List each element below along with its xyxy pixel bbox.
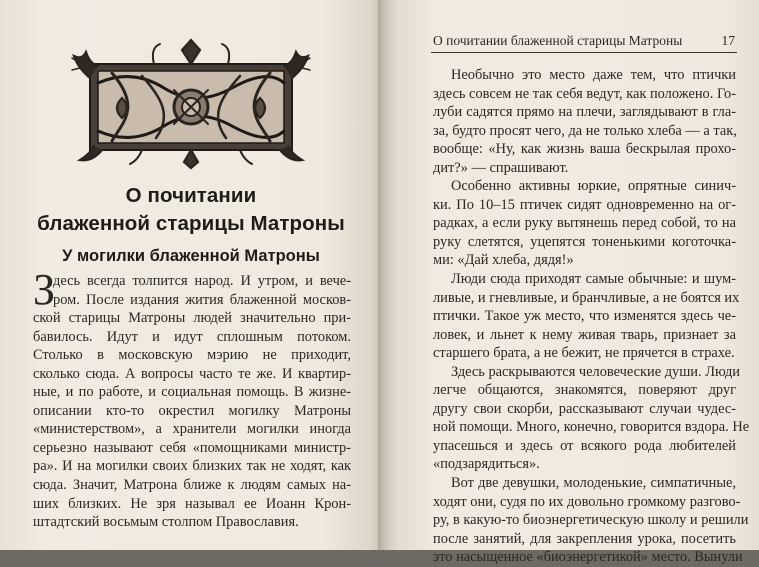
text-line: Вот две девушки, молоденькие, симпатичные, xyxy=(451,475,736,492)
text-line: ру, в какую-то биоэнергетическую школу и решили xyxy=(433,512,749,529)
text-line: легче общаются, знакомятся, поверяют друг xyxy=(433,382,736,399)
text-line: Здесь раскрываются человеческие души. Люди xyxy=(451,363,740,380)
text-line: ходят они, судя по их довольно громкому разгово- xyxy=(433,493,741,510)
running-title: О почитании блаженной старицы Матроны xyxy=(433,33,683,48)
text-line: серьезно называют себя «помощниками министр- xyxy=(33,439,351,456)
text-line: сюда. Значит, Матрона ближе к людям самых на- xyxy=(33,477,351,494)
text-line: вообще: «Ну, как жизнь ваша бескрылая прохо- xyxy=(433,141,736,158)
text-line: десь всегда толпится народ. И утром, и вече- xyxy=(53,273,351,289)
chapter-title-line-2: блаженной старицы Матроны xyxy=(37,212,345,235)
text-line: «министерством», а хранители могилки иногда xyxy=(33,421,351,438)
drop-cap: З xyxy=(33,265,56,314)
text-line: ми: «Дай хлеба, дядя!» xyxy=(433,252,574,269)
text-line: Необычно это место даже тем, что птички xyxy=(451,67,736,83)
text-line: за, будто просят чего, да не только хлеба — а так, xyxy=(433,122,737,139)
text-line: руку слетятся, уцепятся тоненькими коготочка- xyxy=(433,233,736,250)
text-line: Люди сюда приходят самые обычные: и шум- xyxy=(451,271,736,288)
right-body-text xyxy=(433,66,750,567)
text-line: ром. После издания жития блаженной москов- xyxy=(53,291,351,308)
left-body-text xyxy=(33,265,351,532)
text-line: это насыщенное «биоэнергетикой» место. Вынули xyxy=(433,549,743,566)
text-line: Особенно активны юркие, опрятные синич- xyxy=(451,178,736,195)
text-line: ливые, и гневливые, и бранчливые, а не боятся их xyxy=(433,289,740,306)
chapter-title-line-1: О почитании xyxy=(125,184,257,207)
text-line: упасешься и здесь от всякого рода любителей xyxy=(433,437,736,454)
text-line: другу свои скорби, рассказывают случаи чудес- xyxy=(433,400,736,417)
text-line: старшего брата, а не бежит, не прячется в страхе. xyxy=(433,345,735,362)
text-line: ской старицы Матроны людей значительно при- xyxy=(33,310,351,327)
celtic-ornament-headpiece xyxy=(72,38,310,168)
text-line: ной помощи. Много, конечно, говорится вздора. Не xyxy=(433,419,750,436)
text-line: сколько сюда. А вопросы часто те же. И квартир- xyxy=(33,365,351,382)
gutter-shadow xyxy=(378,0,386,550)
left-page xyxy=(0,0,382,550)
text-line: бавилось. Идут и идут сплошным потоком. xyxy=(33,328,351,345)
text-line: «подзарядиться». xyxy=(433,456,540,473)
section-subtitle: У могилки блаженной Матроны xyxy=(62,247,320,265)
text-line: птички. Такое уж место, что изменятся здесь че- xyxy=(433,308,736,325)
text-line: штадтский восьмым столпом Православия. xyxy=(33,514,299,531)
text-line: дит?» — спрашивают. xyxy=(433,159,569,176)
header-rule xyxy=(431,52,737,53)
text-line: радках, а если руку вытянешь перед собой, то на xyxy=(433,215,736,232)
text-line: ные, и по работе, и социальная помощь. В жизне- xyxy=(33,384,351,401)
text-line: ловек, и льнет к нему живая тварь, признает за xyxy=(433,326,736,343)
text-line: ших близких. Не зря называл ее Иоанн Крон- xyxy=(33,495,351,512)
text-line: луби садятся прямо на плечи, заглядывают в гла- xyxy=(433,104,736,121)
text-line: описании кто-то окрестил могилку Матроны xyxy=(33,402,351,419)
text-line: здесь совсем не так себя ведут, как положено. Го- xyxy=(433,85,736,102)
text-line: ки. По 10–15 птичек сидят одновременно на ог- xyxy=(433,196,736,213)
text-line: ра». И на могилки своих близких так не ходят, как xyxy=(33,458,351,475)
page-number: 17 xyxy=(721,33,735,48)
text-line: после занятий, для закрепления урока, посетить xyxy=(433,530,736,547)
right-page xyxy=(382,0,759,566)
text-line: Столько в московскую мэрию не приходит, xyxy=(33,347,351,364)
